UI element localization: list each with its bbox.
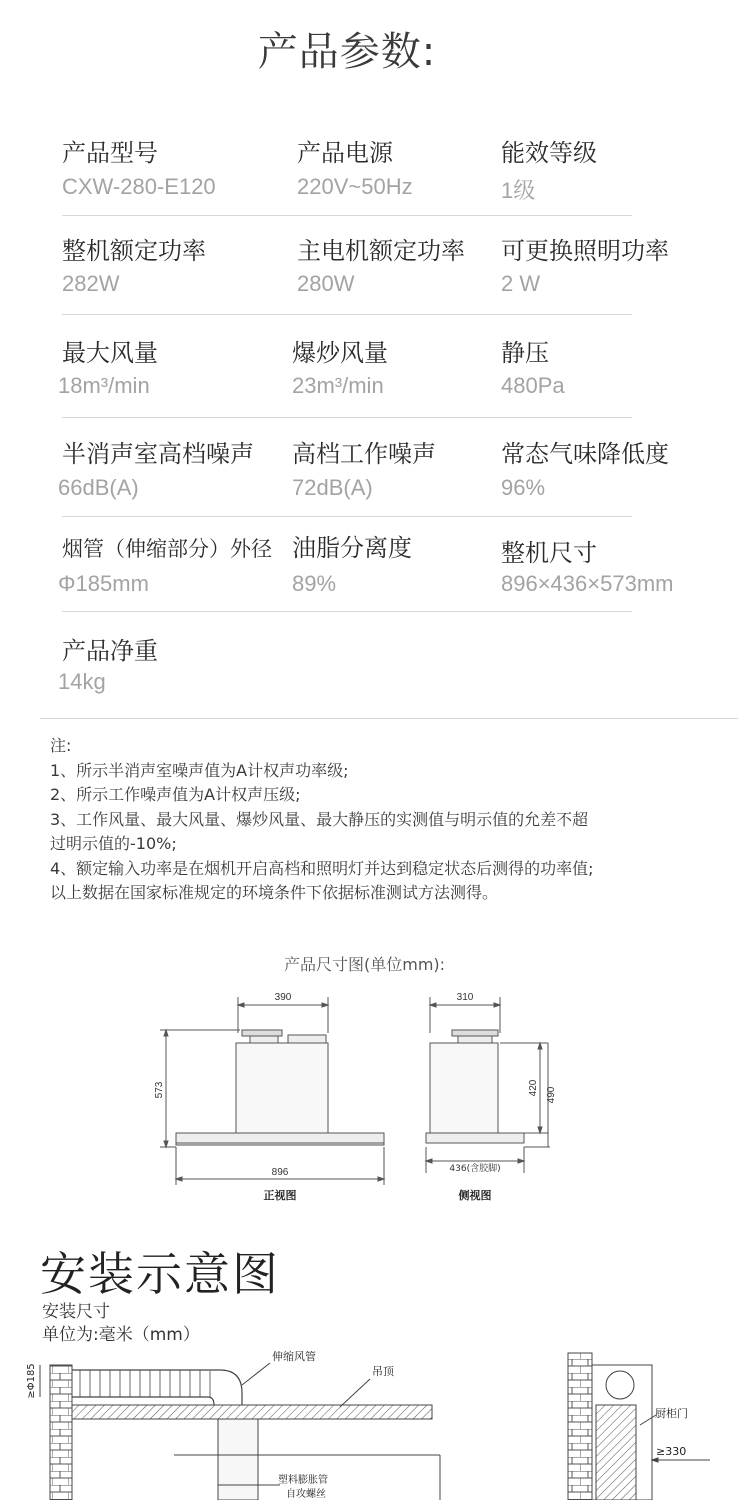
- spec-label: 主电机额定功率: [297, 237, 465, 265]
- front-height-label: 573: [154, 1081, 165, 1099]
- left-wall: [50, 1365, 72, 1500]
- spec-label: 油脂分离度: [292, 534, 412, 562]
- install-unit: 单位为:毫米（mm）: [42, 1325, 200, 1345]
- spec-label: 整机额定功率: [62, 237, 206, 265]
- row-divider: [62, 516, 632, 517]
- note-line: 过明示值的-10%;: [50, 834, 177, 853]
- spec-label: 产品型号: [62, 139, 158, 167]
- notes-block: [50, 734, 594, 906]
- spec-value: Φ185mm: [58, 571, 149, 596]
- clearance-label: ≥330: [656, 1445, 687, 1458]
- spec-value: 282W: [62, 271, 120, 296]
- spec-label: 爆炒风量: [292, 339, 388, 367]
- spec-label: 可更换照明功率: [501, 237, 669, 265]
- spec-label: 高档工作噪声: [292, 440, 436, 468]
- spec-value: 2 W: [501, 271, 541, 296]
- spec-label: 烟管（伸缩部分）外径: [62, 537, 272, 561]
- spec-value: 220V~50Hz: [297, 174, 413, 199]
- spec-label: 整机尺寸: [501, 539, 597, 567]
- install-title: 安装示意图: [40, 1247, 280, 1301]
- flex-duct: [72, 1370, 242, 1405]
- note-line: 以上数据在国家标准规定的环境条件下依据标准测试方法测得。: [50, 883, 499, 902]
- cabinet-door-label: 厨柜门: [655, 1407, 688, 1420]
- spec-value: 1级: [501, 178, 536, 203]
- note-line: 1、所示半消声室噪声值为A计权声功率级;: [50, 760, 349, 780]
- spec-label: 产品电源: [297, 139, 393, 167]
- row-divider: [62, 417, 632, 418]
- ceiling: [72, 1405, 432, 1419]
- front-top-width-label: 390: [274, 992, 292, 1003]
- plastic-anchor-label: 塑料膨胀管: [278, 1475, 328, 1486]
- side-bottom-width-label: 436(含胶脚): [449, 1164, 501, 1174]
- spec-label: 半消声室高档噪声: [62, 440, 254, 468]
- front-view-drawing: [160, 997, 384, 1185]
- spec-label: 产品净重: [62, 637, 158, 665]
- dimension-caption: 产品尺寸图(单位mm):: [284, 955, 446, 974]
- front-bottom-width-label: 896: [271, 1167, 289, 1178]
- spec-label: 常态气味降低度: [501, 440, 669, 468]
- spec-value: 18m³/min: [58, 373, 150, 398]
- spec-value: 23m³/min: [292, 373, 384, 398]
- dimension-drawing: [150, 985, 557, 1210]
- spec-label: 最大风量: [62, 339, 158, 367]
- side-outer-height-label: 490: [546, 1086, 557, 1104]
- duct-label: 伸缩风管: [272, 1350, 316, 1363]
- install-subtitle: 安装尺寸: [42, 1302, 110, 1322]
- spec-value: 89%: [292, 571, 337, 596]
- right-wall: [568, 1353, 592, 1500]
- page-title: 产品参数:: [257, 29, 437, 75]
- pipe-diameter-label: ≥Φ185: [26, 1363, 37, 1399]
- side-view-caption: 侧视图: [458, 1189, 492, 1202]
- spec-label: 能效等级: [501, 139, 597, 167]
- spec-value: 66dB(A): [58, 475, 139, 500]
- spec-value: 72dB(A): [292, 475, 373, 500]
- row-divider: [62, 611, 632, 612]
- spec-value: CXW-280-E120: [62, 174, 216, 199]
- ceiling-label: 吊顶: [372, 1365, 394, 1378]
- spec-value: 14kg: [58, 669, 106, 694]
- spec-value: 896×436×573mm: [501, 571, 674, 596]
- note-line: 4、额定输入功率是在烟机开启高档和照明灯并达到稳定状态后测得的功率值;: [50, 858, 594, 878]
- row-divider: [62, 215, 632, 216]
- side-inner-height-label: 420: [528, 1079, 539, 1097]
- notes-heading: 注:: [50, 736, 72, 755]
- screw-label: 自攻螺丝: [286, 1489, 326, 1500]
- install-drawing: [20, 1345, 730, 1500]
- front-view-caption: 正视图: [263, 1189, 297, 1202]
- spec-value: 96%: [501, 475, 546, 500]
- note-line: 3、工作风量、最大风量、爆炒风量、最大静压的实测值与明示值的允差不超: [50, 809, 589, 829]
- spec-value: 280W: [297, 271, 355, 296]
- note-line: 2、所示工作噪声值为A计权声压级;: [50, 785, 301, 804]
- section-divider: [40, 718, 738, 719]
- spec-value: 480Pa: [501, 373, 565, 398]
- spec-label: 静压: [501, 339, 549, 367]
- side-top-width-label: 310: [456, 992, 474, 1003]
- row-divider: [62, 314, 632, 315]
